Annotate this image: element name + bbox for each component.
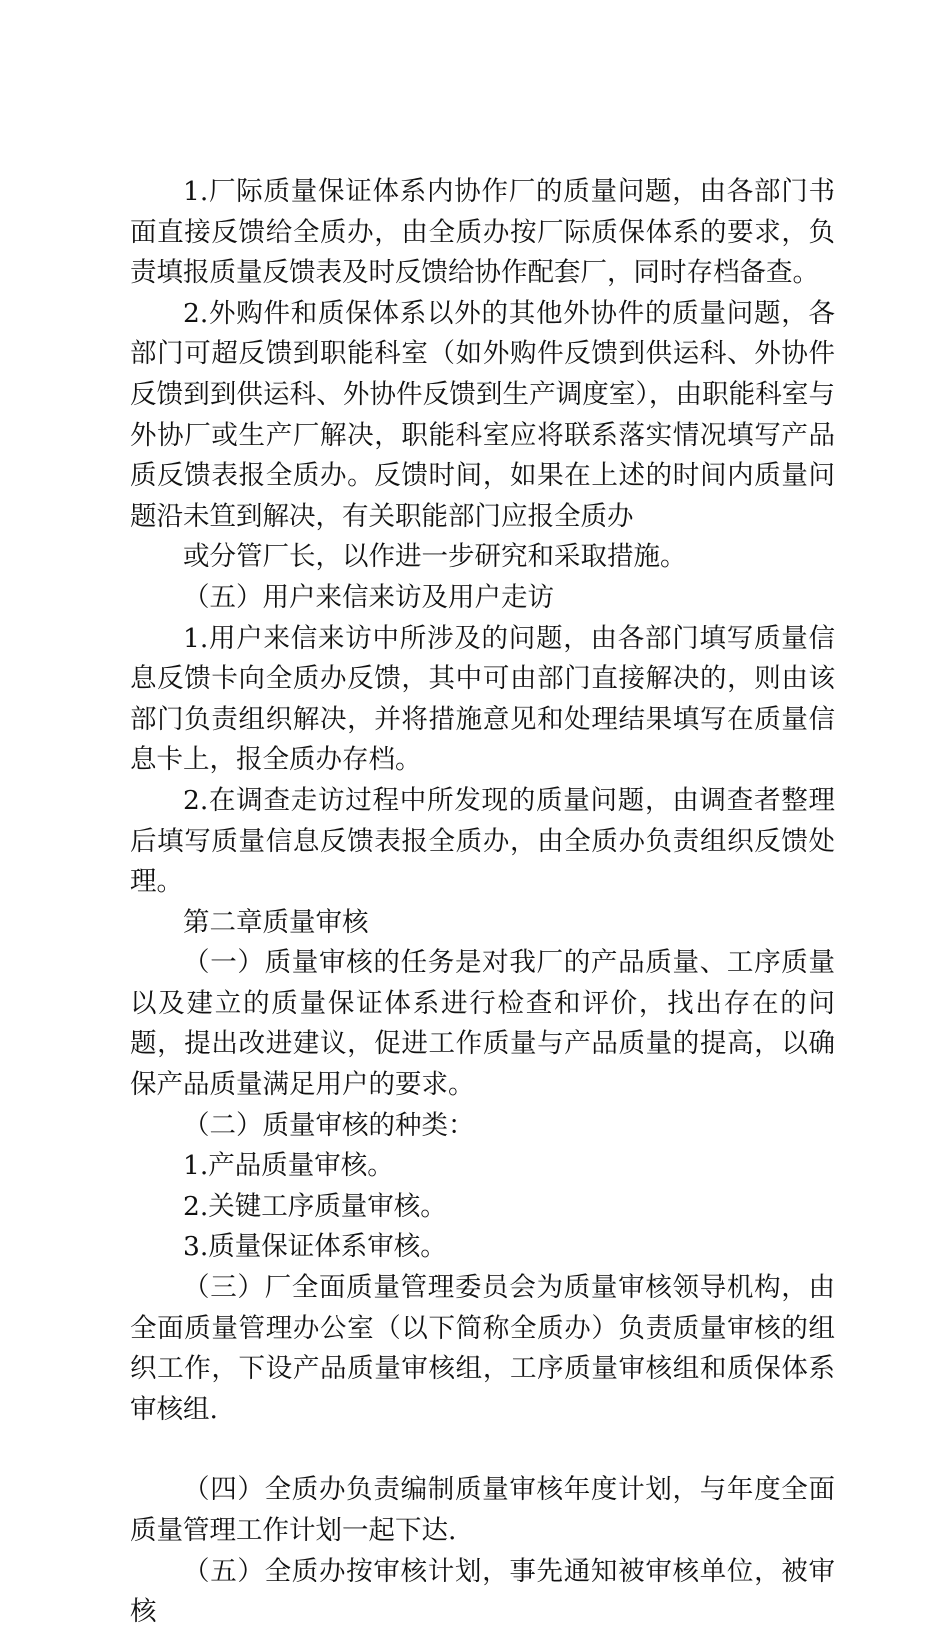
- chapter-heading: 第二章质量审核: [183, 906, 369, 938]
- paragraph-1: 1.厂际质量保证体系内协作厂的质量问题，由各部门书面直接反馈给全质办，由全质办按厂际质保体系的要求，负责填报质量反馈表及时反馈给协作配套厂，同时存档备查。: [130, 176, 835, 289]
- list-item-2: 2.关键工序质量审核。: [183, 1190, 447, 1222]
- document-body: [130, 172, 835, 1633]
- paragraph-13: （三）厂全面质量管理委员会为质量审核领导机构，由全面质量管理办公室（以下简称全质办）负责质量审核的组织工作，下设产品质量审核组，工序质量审核组和质保体系审核组.: [130, 1272, 835, 1425]
- paragraph-3: 或分管厂长，以作进一步研究和采取措施。: [183, 541, 687, 573]
- paragraph-6: 2.在调查走访过程中所发现的质量问题，由调查者整理后填写质量信息反馈表报全质办，由全质办负责组织反馈处理。: [130, 784, 835, 898]
- paragraph-8: （一）质量审核的任务是对我厂的产品质量、工序质量以及建立的质量保证体系进行检查和评价，找出存在的问题，提出改进建议，促进工作质量与产品质量的提高，以确保产品质量满足用户的要求。: [130, 947, 835, 1101]
- paragraph-2: 2.外购件和质保体系以外的其他外协件的质量问题，各部门可超反馈到职能科室（如外购件反馈到供运科、外协件反馈到到供运科、外协件反馈到生产调度室），由职能科室与外协厂或生产厂解决，职能科室应将联系落实情况填写产品质反馈表报全质办。反馈时间，如果在上述的时间内质量问题沿未笪到解决，有关职能部门应报全质办: [130, 297, 835, 532]
- paragraph-9: （二）质量审核的种类：: [183, 1109, 475, 1141]
- paragraph-15: （五）全质办按审核计划，事先通知被审核单位，被审核: [130, 1555, 835, 1628]
- list-item-3: 3.质量保证体系审核。: [183, 1231, 447, 1263]
- paragraph-14: （四）全质办负责编制质量审核年度计划，与年度全面质量管理工作计划一起下达.: [130, 1474, 835, 1546]
- paragraph-5: 1.用户来信来访中所涉及的问题，由各部门填写质量信息反馈卡向全质办反馈，其中可由部门直接解决的，则由该部门负责组织解决，并将措施意见和处理结果填写在质量信息卡上，报全质办存档。: [130, 622, 835, 776]
- list-item-1: 1.产品质量审核。: [183, 1150, 394, 1182]
- section-heading-5: （五）用户来信来访及用户走访: [183, 581, 554, 613]
